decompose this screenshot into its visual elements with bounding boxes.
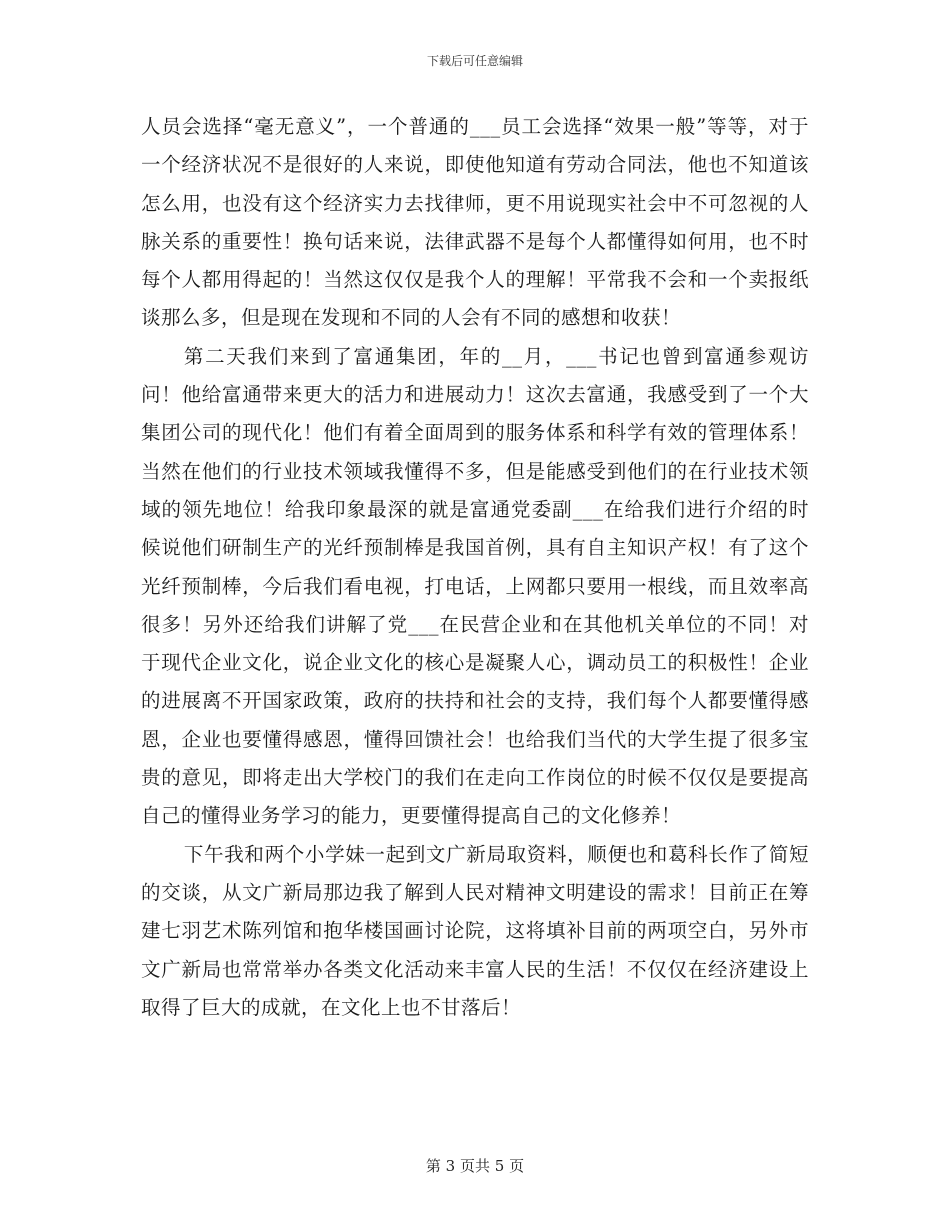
page-header: 下载后可任意编辑: [426, 54, 523, 68]
paragraph-culture-bureau: 下午我和两个小学妹一起到文广新局取资料，顺便也和葛科长作了简短的交谈，从文广新局那边我了解到人民对精神文明建设的需求！目前正在筹建七羽艺术陈列馆和抱华楼国画讨论院，这将填补目前的两项空白，另外市文广新局也常常举办各类文化活动来丰富人民的生活！不仅仅在经济建设上取得了巨大的成就，在文化上也不甘落后！: [141, 842, 809, 1019]
paragraph-continued: 人员会选择“毫无意义”，一个普通的___员工会选择“效果一般”等等，对于一个经济状况不是很好的人来说，即使他知道有劳动合同法，他也不知道该怎么用，也没有这个经济实力去找律师，更不用说现实社会中不可忽视的人脉关系的重要性！换句话来说，法律武器不是每个人都懂得如何用，也不时每个人都用得起的！当然这仅仅是我个人的理解！平常我不会和一个卖报纸谈那么多，但是现在发现和不同的人会有不同的感想和收获！: [141, 115, 809, 330]
page-number: 第 3 页共 5 页: [425, 1157, 525, 1175]
paragraph-futong-visit: 第二天我们来到了富通集团，年的__月，___书记也曾到富通参观访问！他给富通带来更大的活力和进展动力！这次去富通，我感受到了一个大集团公司的现代化！他们有着全面周到的服务体系和科学有效的管理体系！当然在他们的行业技术领域我懂得不多，但是能感受到他们的在行业技术领域的领先地位！给我印象最深的就是富通党委副___在给我们进行介绍的时候说他们研制生产的光纤预制棒是我国首例，具有自主知识产权！有了这个光纤预制棒，今后我们看电视，打电话，上网都只要用一根线，而且效率高很多！另外还给我们讲解了党___在民营企业和在其他机关单位的不同！对于现代企业文化，说企业文化的核心是凝聚人心，调动员工的积极性！企业的进展离不开国家政策，政府的扶持和社会的支持，我们每个人都要懂得感恩，企业也要懂得感恩，懂得回馈社会！也给我们当代的大学生提了很多宝贵的意见，即将走出大学校门的我们在走向工作岗位的时候不仅仅是要提高自己的懂得业务学习的能力，更要懂得提高自己的文化修养！: [141, 344, 809, 828]
document-body: [141, 108, 809, 1027]
